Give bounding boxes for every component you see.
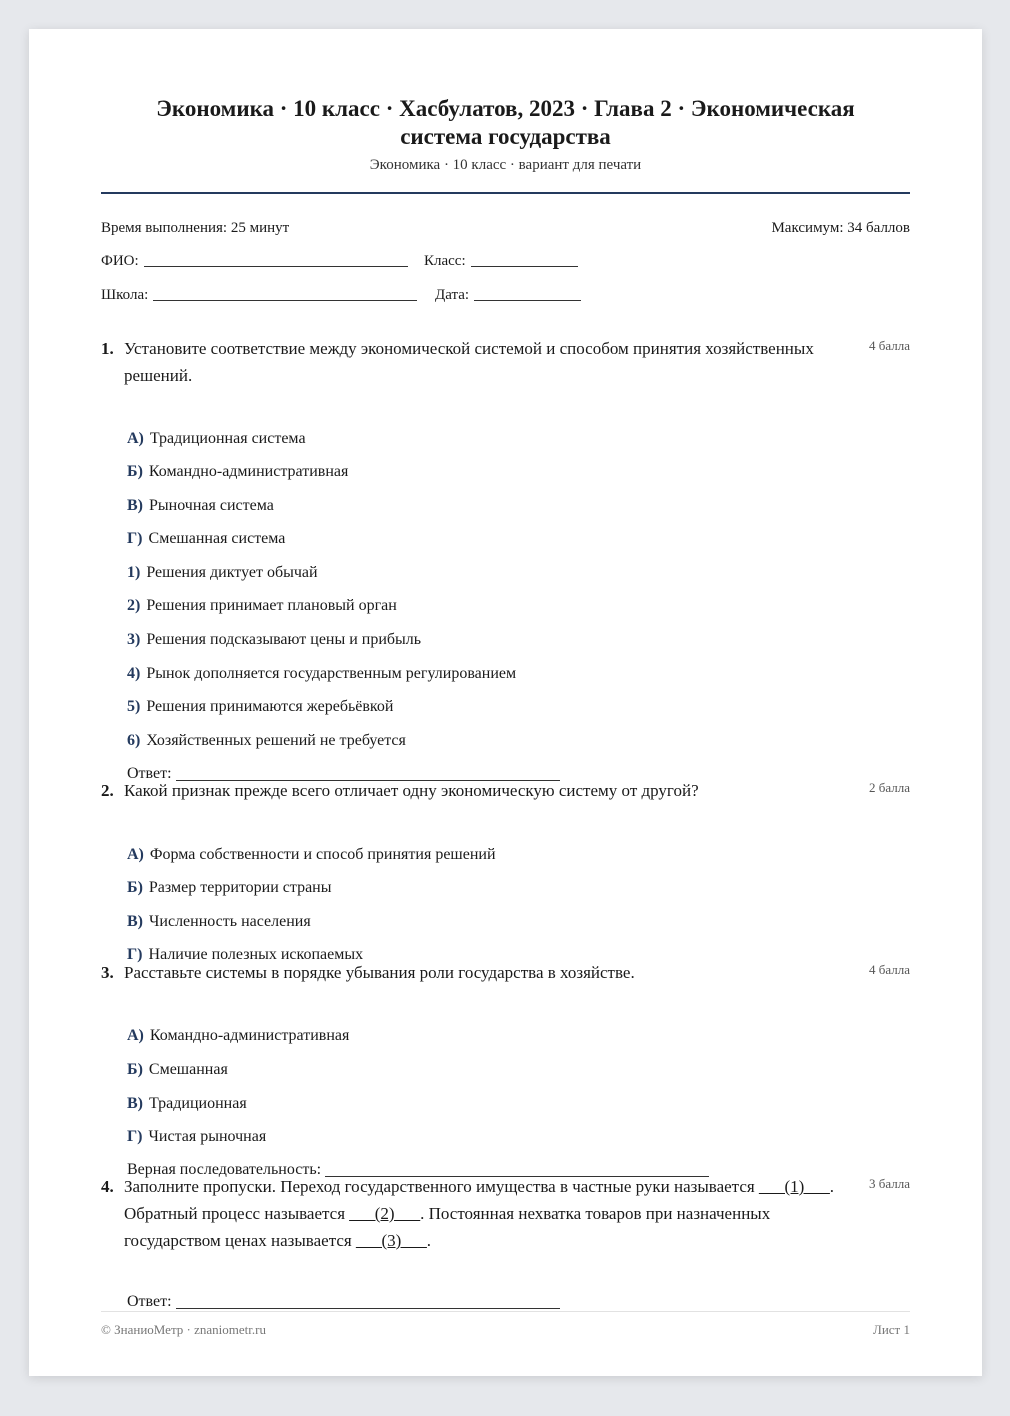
answer-label: Ответ: — [127, 765, 172, 782]
question-number: 2. — [101, 781, 114, 800]
option-6 — [127, 731, 406, 751]
option-label: Б) — [127, 1061, 143, 1078]
option-g — [127, 529, 285, 549]
school-field — [101, 287, 417, 304]
date-label: Дата: — [435, 287, 470, 303]
option-b — [127, 878, 332, 898]
option-v — [127, 1094, 247, 1114]
option-text: Решения подсказывают цены и прибыль — [146, 631, 422, 648]
page-title — [101, 95, 910, 151]
option-text: Рынок дополняется государственным регулированием — [146, 665, 517, 682]
option-v — [127, 912, 311, 932]
date-input-line[interactable] — [474, 299, 581, 301]
question-number: 3. — [101, 963, 114, 982]
question-header — [101, 1173, 910, 1254]
option-text: Традиционная — [149, 1095, 247, 1112]
option-text: Размер территории страны — [148, 879, 332, 896]
class-field — [424, 253, 578, 270]
fio-input-line[interactable] — [144, 265, 408, 267]
option-text: Традиционная система — [149, 430, 306, 447]
question-4 — [101, 1173, 910, 1310]
option-label: Г) — [127, 530, 143, 547]
option-3 — [127, 630, 421, 650]
option-5 — [127, 697, 393, 717]
option-label: 3) — [127, 631, 141, 648]
option-g — [127, 1127, 266, 1147]
option-text: Рыночная система — [149, 497, 274, 514]
answer-label: Верная последовательность: — [127, 1161, 322, 1178]
option-text: Наличие полезных ископаемых — [148, 946, 364, 963]
footer-copyright: © ЗнаниоМетр · znaniometr.ru — [101, 1322, 266, 1337]
option-label: В) — [127, 1095, 143, 1112]
question-text: Расставьте системы в порядке убывания роли государства в хозяйстве. — [124, 963, 635, 982]
max-score: Максимум: 34 баллов — [771, 220, 910, 236]
option-label: 2) — [127, 597, 141, 614]
option-text: Смешанная система — [148, 530, 286, 547]
worksheet-page — [29, 29, 982, 1376]
option-1 — [127, 563, 318, 583]
option-4 — [127, 664, 516, 684]
option-label: В) — [127, 497, 143, 514]
option-label: 6) — [127, 732, 141, 749]
option-a — [127, 1026, 349, 1046]
page-title-line-1: Экономика · 10 класс · Хасбулатов, 2023 · Глава 2 · Экономическая — [156, 96, 855, 121]
text-part: Заполните пропуски. Переход государственного имущества в частные руки называется — [124, 1177, 755, 1196]
fio-field — [101, 253, 408, 270]
option-label: А) — [127, 430, 144, 447]
option-label: А) — [127, 1027, 144, 1044]
option-text: Командно-административная — [148, 463, 349, 480]
option-a — [127, 429, 306, 449]
question-number: 4. — [101, 1177, 114, 1196]
option-label: В) — [127, 913, 143, 930]
option-text: Решения принимает плановый орган — [146, 597, 397, 614]
question-points: 4 балла — [869, 338, 910, 353]
option-label: 5) — [127, 698, 141, 715]
page-subtitle: Экономика · 10 класс · вариант для печати — [369, 157, 642, 173]
option-v — [127, 496, 274, 516]
question-number: 1. — [101, 339, 114, 358]
option-text: Смешанная — [148, 1061, 228, 1078]
option-text: Решения принимаются жеребьёвкой — [146, 698, 394, 715]
option-text: Командно-административная — [149, 1027, 350, 1044]
question-header — [101, 335, 910, 389]
option-text: Чистая рыночная — [148, 1128, 267, 1145]
footer-page-number: Лист 1 — [873, 1322, 910, 1337]
option-label: Г) — [127, 1128, 143, 1145]
option-text: Численность населения — [149, 913, 311, 930]
option-2 — [127, 596, 397, 616]
question-text: Какой признак прежде всего отличает одну экономическую систему от другой? — [124, 781, 699, 800]
answer-label: Ответ: — [127, 1293, 172, 1310]
school-label: Школа: — [101, 287, 149, 303]
option-text: Решения диктует обычай — [146, 564, 318, 581]
class-input-line[interactable] — [471, 265, 578, 267]
blank-1[interactable]: ___(1)___ — [758, 1177, 830, 1196]
answer-field — [127, 1293, 560, 1311]
class-label: Класс: — [424, 253, 466, 269]
option-b — [127, 462, 348, 482]
option-label: А) — [127, 846, 144, 863]
question-points: 3 балла — [869, 1176, 910, 1191]
question-header — [101, 959, 910, 986]
option-label: Г) — [127, 946, 143, 963]
blank-3[interactable]: ___(3)___ — [355, 1231, 427, 1250]
option-a — [127, 845, 496, 865]
fio-label: ФИО: — [101, 253, 139, 269]
option-label: 4) — [127, 665, 141, 682]
school-input-line[interactable] — [153, 299, 417, 301]
option-text: Хозяйственных решений не требуется — [146, 732, 406, 749]
question-text — [124, 1173, 859, 1254]
option-label: Б) — [127, 463, 143, 480]
option-label: 1) — [127, 564, 141, 581]
answer-input-line[interactable] — [176, 1308, 560, 1309]
question-text: Установите соответствие между экономической системой и способом принятия хозяйственных решений. — [124, 339, 814, 385]
question-1 — [101, 335, 910, 782]
header-divider — [101, 192, 910, 194]
text-part: . Обратный процесс называется — [124, 1177, 835, 1223]
option-b — [127, 1060, 228, 1080]
page-title-line-2: система государства — [400, 124, 611, 149]
date-field — [435, 287, 581, 304]
time-limit: Время выполнения: 25 минут — [101, 220, 290, 236]
text-part: . Постоянная нехватка товаров при назначенных государством ценах называется — [124, 1204, 771, 1250]
question-points: 4 балла — [869, 962, 910, 977]
footer-divider — [101, 1311, 910, 1312]
question-header — [101, 777, 910, 804]
blank-2[interactable]: ___(2)___ — [349, 1204, 421, 1223]
question-points: 2 балла — [869, 780, 910, 795]
option-label: Б) — [127, 879, 143, 896]
option-text: Форма собственности и способ принятия решений — [149, 846, 496, 863]
question-3 — [101, 959, 910, 1178]
text-part: . — [426, 1231, 432, 1250]
question-2 — [101, 777, 910, 963]
